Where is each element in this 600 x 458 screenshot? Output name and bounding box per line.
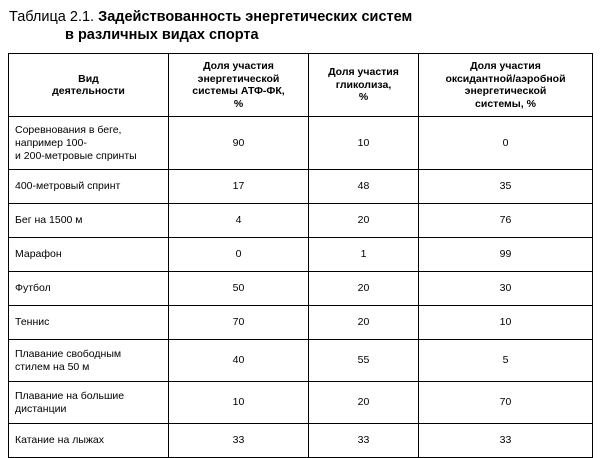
cell-atp-pc: 90 [169, 117, 309, 170]
column-header-oxidative-line1: Доля участия [470, 60, 541, 72]
cell-glycolysis: 20 [309, 204, 419, 238]
activity-line: 400-метровый спринт [15, 180, 121, 192]
cell-activity [9, 424, 169, 458]
cell-glycolysis: 20 [309, 306, 419, 340]
cell-atp-pc: 0 [169, 238, 309, 272]
cell-glycolysis: 1 [309, 238, 419, 272]
activity-line: Теннис [15, 316, 50, 328]
table-body [9, 117, 593, 458]
activity-line: Соревнования в беге, [15, 123, 122, 136]
cell-oxidative: 35 [419, 170, 593, 204]
cell-activity [9, 170, 169, 204]
activity-line: стилем на 50 м [15, 360, 90, 373]
column-header-activity-line1: Вид [78, 72, 99, 85]
cell-glycolysis: 10 [309, 117, 419, 170]
cell-glycolysis: 33 [309, 424, 419, 458]
cell-atp-pc: 70 [169, 306, 309, 340]
activity-line: Плавание на большие [15, 389, 125, 402]
column-header-glycolysis [309, 54, 419, 117]
column-header-atp-pc-line3: системы АТФ-ФК, [192, 85, 285, 97]
cell-glycolysis: 48 [309, 170, 419, 204]
cell-glycolysis: 20 [309, 382, 419, 424]
cell-glycolysis: 20 [309, 272, 419, 306]
column-header-oxidative [419, 54, 593, 117]
cell-activity [9, 382, 169, 424]
activity-line: и 200-метровые спринты [15, 149, 137, 162]
table-row [9, 306, 593, 340]
cell-atp-pc: 50 [169, 272, 309, 306]
cell-oxidative: 30 [419, 272, 593, 306]
table-row [9, 204, 593, 238]
column-header-atp-pc-line2: энергетической [197, 72, 280, 85]
cell-oxidative: 33 [419, 424, 593, 458]
cell-oxidative: 99 [419, 238, 593, 272]
table-row [9, 117, 593, 170]
column-header-glycolysis-line3: % [358, 91, 369, 104]
caption-title-line2: в различных видах спорта [65, 27, 259, 43]
activity-line: дистанции [15, 402, 67, 415]
activity-line: Бег на 1500 м [15, 214, 83, 226]
cell-oxidative: 0 [419, 117, 593, 170]
activity-line: Катание на лыжах [15, 434, 105, 446]
column-header-activity [9, 54, 169, 117]
table-caption [8, 8, 592, 44]
cell-atp-pc: 4 [169, 204, 309, 238]
activity-line: Плавание свободным [15, 347, 122, 360]
cell-oxidative: 5 [419, 340, 593, 382]
column-header-oxidative-line3: энергетической [464, 85, 547, 97]
cell-activity [9, 238, 169, 272]
cell-activity [9, 306, 169, 340]
column-header-atp-pc-line1: Доля участия [203, 60, 274, 72]
column-header-glycolysis-line1: Доля участия [328, 66, 399, 79]
cell-oxidative: 10 [419, 306, 593, 340]
cell-activity [9, 272, 169, 306]
cell-atp-pc: 17 [169, 170, 309, 204]
cell-activity [9, 204, 169, 238]
table-header [9, 54, 593, 117]
activity-line: Марафон [15, 248, 62, 260]
cell-oxidative: 76 [419, 204, 593, 238]
table-row [9, 272, 593, 306]
caption-title-line1: Задействованность энергетических систем [98, 9, 413, 25]
cell-atp-pc: 40 [169, 340, 309, 382]
table-row [9, 238, 593, 272]
column-header-glycolysis-line2: гликолиза, [335, 78, 392, 91]
cell-activity [9, 340, 169, 382]
table-row [9, 340, 593, 382]
cell-activity [9, 117, 169, 170]
table-row [9, 170, 593, 204]
column-header-oxidative-line2: оксидантной/аэробной [445, 72, 566, 85]
column-header-atp-pc-line4: % [233, 97, 244, 110]
column-header-atp-pc [169, 54, 309, 117]
cell-oxidative: 70 [419, 382, 593, 424]
energy-systems-table [8, 53, 593, 458]
activity-line: Футбол [15, 282, 51, 294]
cell-atp-pc: 10 [169, 382, 309, 424]
table-row [9, 424, 593, 458]
cell-glycolysis: 55 [309, 340, 419, 382]
activity-line: например 100- [15, 136, 87, 149]
table-header-row [9, 54, 593, 117]
column-header-activity-line2: деятельности [52, 85, 125, 97]
cell-atp-pc: 33 [169, 424, 309, 458]
table-row [9, 382, 593, 424]
caption-number: Таблица 2.1. [9, 9, 95, 25]
column-header-oxidative-line4: системы, % [475, 97, 536, 110]
